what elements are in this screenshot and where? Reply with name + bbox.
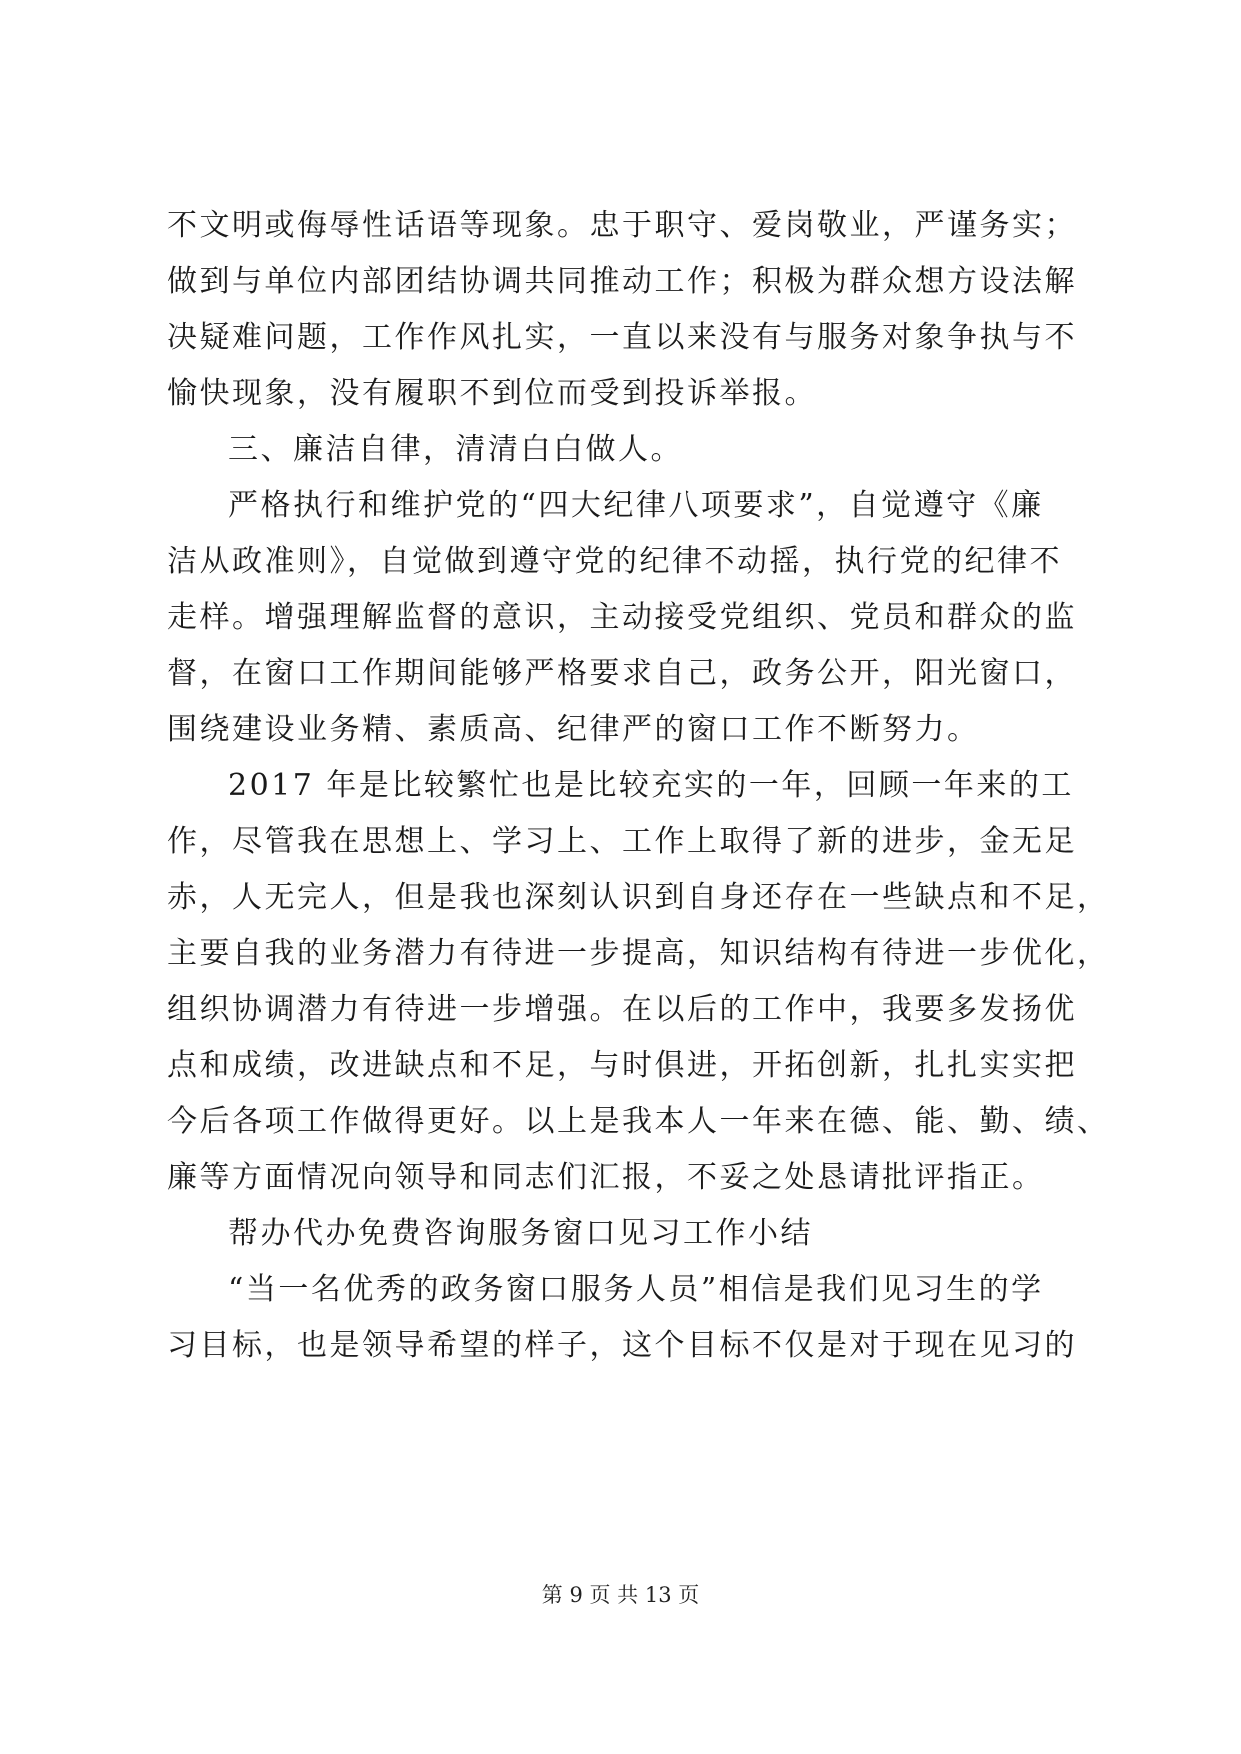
text-line: 组织协调潜力有待进一步增强。在以后的工作中，我要多发扬优 xyxy=(167,992,1077,1027)
subsection-title: 帮办代办免费咨询服务窗口见习工作小结 xyxy=(228,1216,813,1251)
section-heading: 三、廉洁自律，清清白白做人。 xyxy=(228,432,683,467)
page-number-footer: 第 9 页 共 13 页 xyxy=(541,1583,700,1607)
text-line: 赤，人无完人，但是我也深刻认识到自身还存在一些缺点和不足， xyxy=(167,880,1110,915)
text-line: 廉等方面情况向领导和同志们汇报，不妥之处恳请批评指正。 xyxy=(167,1160,1045,1195)
text-line: 洁从政准则》，自觉做到遵守党的纪律不动摇，执行党的纪律不 xyxy=(167,544,1062,579)
text-line: 严格执行和维护党的“四大纪律八项要求”，自觉遵守《廉 xyxy=(228,488,1044,523)
text-line: 督，在窗口工作期间能够严格要求自己，政务公开，阳光窗口， xyxy=(167,656,1077,691)
text-line: 2017 年是比较繁忙也是比较充实的一年，回顾一年来的工 xyxy=(228,768,1074,803)
text-line: 愉快现象，没有履职不到位而受到投诉举报。 xyxy=(167,376,817,411)
text-line: 决疑难问题，工作作风扎实，一直以来没有与服务对象争执与不 xyxy=(167,320,1077,355)
text-line: 主要自我的业务潜力有待进一步提高，知识结构有待进一步优化， xyxy=(167,936,1110,971)
text-line: 作，尽管我在思想上、学习上、工作上取得了新的进步，金无足 xyxy=(167,824,1077,859)
text-line: 做到与单位内部团结协调共同推动工作；积极为群众想方设法解 xyxy=(167,264,1077,299)
text-line: 习目标，也是领导希望的样子，这个目标不仅是对于现在见习的 xyxy=(167,1328,1077,1363)
text-line: 围绕建设业务精、素质高、纪律严的窗口工作不断努力。 xyxy=(167,712,980,747)
text-line: 不文明或侮辱性话语等现象。忠于职守、爱岗敬业，严谨务实； xyxy=(167,208,1077,243)
text-line: 点和成绩，改进缺点和不足，与时俱进，开拓创新，扎扎实实把 xyxy=(167,1048,1077,1083)
text-line: 走样。增强理解监督的意识，主动接受党组织、党员和群众的监 xyxy=(167,600,1077,635)
text-line: 今后各项工作做得更好。以上是我本人一年来在德、能、勤、绩、 xyxy=(167,1104,1110,1139)
text-line: “当一名优秀的政务窗口服务人员”相信是我们见习生的学 xyxy=(228,1272,1044,1307)
